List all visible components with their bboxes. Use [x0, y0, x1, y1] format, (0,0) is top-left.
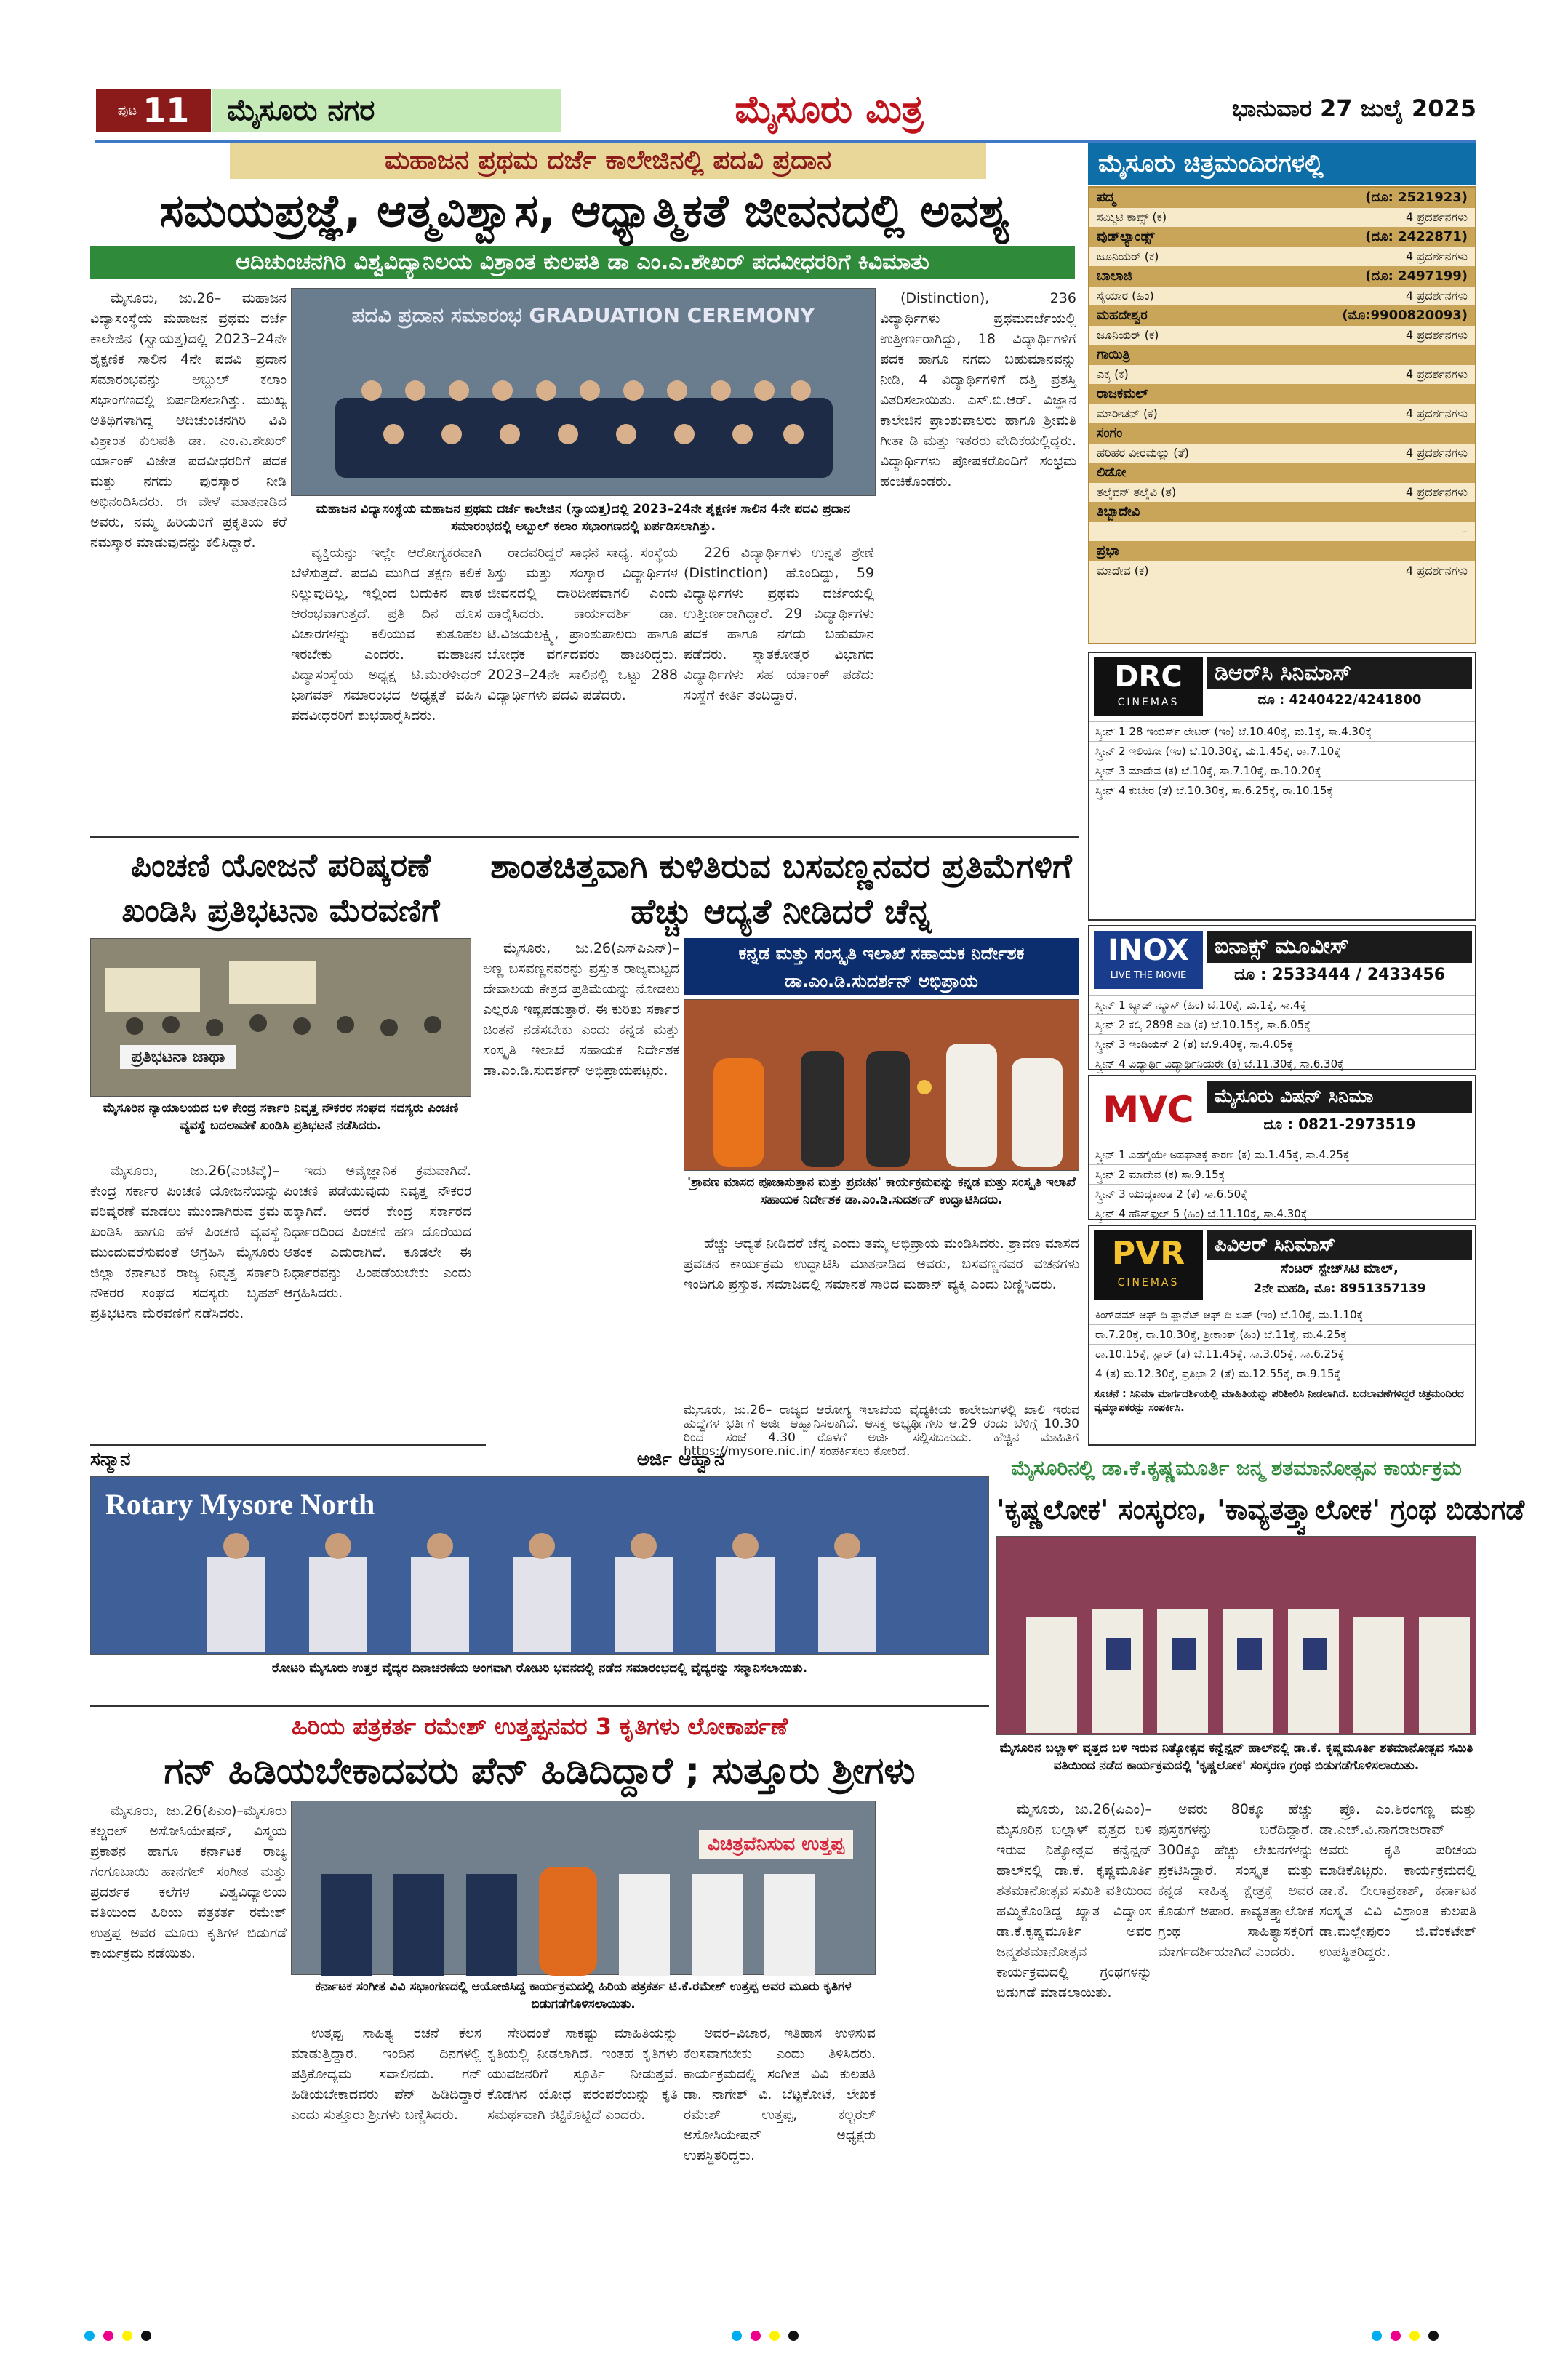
page-number: 11	[143, 91, 190, 130]
pvr-logo	[1094, 1230, 1203, 1300]
sutturu-caption: ಕರ್ನಾಟಕ ಸಂಗೀತ ವಿವಿ ಸಭಾಂಗಣದಲ್ಲಿ ಆಯೋಜಿಸಿದ್ದ ಕಾರ್ಯಕ್ರಮದಲ್ಲಿ ಹಿರಿಯ ಪತ್ರಕರ್ತ ಟಿ.ಕೆ.ರಮೇಶ್ ಉತ್ತಪ್ಪ ಅವರ ಮೂರು ಕೃತಿಗಳ ಬಿಡುಗಡೆಗೊಳಿಸಲಾಯಿತು.	[315, 1979, 852, 2011]
theatre-phone: (ದೂ: 2497199)	[1365, 268, 1468, 284]
theatre-name: ಮಹದೇಶ್ವರ	[1097, 308, 1148, 323]
inox-screen-row: ಸ್ಕ್ರೀನ್ 4 ವಿದ್ಯಾರ್ಥಿ ವಿದ್ಯಾರ್ಥಿನಿಯರೇ (ಕ) ಬೆ.11.30ಕ್ಕೆ, ಸಾ.6.30ಕ್ಕೆ	[1089, 1054, 1475, 1073]
graduates-group-icon	[292, 289, 876, 497]
theatre-name: ಸಂಗಂ	[1097, 425, 1123, 441]
inox-screen-row: ಸ್ಕ್ರೀನ್ 1 ಬ್ಯಾಡ್ ನ್ಯೂಸ್ (ಹಿಂ) ಬೆ.10ಕ್ಕೆ, ಮ.1ಕ್ಕೆ, ಸಾ.4ಕ್ಕೆ	[1089, 995, 1475, 1014]
pvr-cinema-box	[1088, 1225, 1476, 1446]
pvr-screen-row: ಕಿಂಗ್‌ಡಮ್ ಆಫ್ ದಿ ಪ್ಲಾನೆಟ್ ಆಫ್ ದಿ ಏಪ್ (ಇಂ) ಬೆ.10ಕ್ಕೆ, ಮ.1.10ಕ್ಕೆ	[1089, 1305, 1475, 1324]
drc-logo	[1094, 657, 1203, 716]
basava-sub: ಕನ್ನಡ ಮತ್ತು ಸಂಸ್ಕೃತಿ ಇಲಾಖೆ ಸಹಾಯಕ ನಿರ್ದೇಶಕ ಡಾ.ಎಂ.ಡಿ.ಸುದರ್ಶನ್ ಅಭಿಪ್ರಾಯ	[684, 938, 1079, 995]
notice-paragraph: ಮೈಸೂರು, ಜು.26– ರಾಜ್ಯದ ಆರೋಗ್ಯ ಇಲಾಖೆಯ ವೈದ್ಯಕೀಯ ಕಾಲೇಜುಗಳಲ್ಲಿ ಖಾಲಿ ಇರುವ ಹುದ್ದೆಗಳ ಭರ್ತಿಗೆ ಅರ್ಜಿ ಆಹ್ವಾನಿಸಲಾಗಿದೆ. ಆಸಕ್ತ ಅಭ್ಯರ್ಥಿಗಳು ಆ.29 ರಂದು ಬೆಳಿಗ್ಗೆ 10.30 ರಿಂದ ಸಂಜೆ 4.30 ರೊಳಗೆ ಅರ್ಜಿ ಸಲ್ಲಿಸಬಹುದು. ಹೆಚ್ಚಿನ ಮಾಹಿತಿಗೆ https://mysore.nic.in/ ಸಂಪರ್ಕಿಸಲು ಕೋರಿದೆ.	[684, 1403, 1079, 1459]
section-divider-1	[90, 836, 1079, 838]
dot-cyan	[84, 2331, 95, 2341]
inox-cinema-box	[1088, 925, 1476, 1070]
theatre-name: ಪ್ರಭಾ	[1097, 543, 1119, 559]
lead-strap: ಆದಿಚುಂಚನಗಿರಿ ವಿಶ್ವವಿದ್ಯಾನಿಲಯ ವಿಶ್ರಾಂತ ಕುಲಪತಿ ಡಾ ಎಂ.ಎ.ಶೇಖರ್ ಪದವೀಧರರಿಗೆ ಕಿವಿಮಾತು	[90, 246, 1075, 279]
graduation-caption: ಮಹಾಜನ ವಿದ್ಯಾಸಂಸ್ಥೆಯ ಮಹಾಜನ ಪ್ರಥಮ ದರ್ಜೆ ಕಾಲೇಜಿನ (ಸ್ವಾಯತ್ತ)ದಲ್ಲಿ 2023–24ನೇ ಶೈಕ್ಷಣಿಕ ಸಾಲಿನ 4ನೇ ಪದವಿ ಪ್ರದಾನ ಸಮಾರಂಭದಲ್ಲಿ ಅಬ್ಬುಲ್ ಕಲಾಂ ಸಭಾಂಗಣದಲ್ಲಿ ಏರ್ಪಡಿಸಲಾಗಿತ್ತು.	[316, 502, 851, 534]
film-shows: 4 ಪ್ರದರ್ಶನಗಳು	[1406, 289, 1468, 303]
pvr-rows	[1089, 1305, 1475, 1383]
section-title: ಮೈಸೂರು ನಗರ	[227, 94, 375, 127]
dot-magenta	[1391, 2331, 1401, 2341]
film-title: ಸಮ್ಮಿಟಿ ಕಾಪ್ಸ್ (ಕ)	[1097, 210, 1167, 224]
inox-screen-row: ಸ್ಕ್ರೀನ್ 2 ಕಲ್ಕಿ 2898 ಎಡಿ (ಕ) ಬೆ.10.15ಕ್ಕೆ, ಸಾ.6.05ಕ್ಕೆ	[1089, 1014, 1475, 1034]
dot-yellow	[769, 2331, 780, 2341]
pension-column-1	[90, 1161, 279, 1437]
lamp-lighting-icon	[684, 1000, 1080, 1172]
theatre-name: ಬಾಲಾಜಿ	[1097, 268, 1132, 284]
krishna-column-1	[996, 1799, 1152, 2324]
dot-black	[1428, 2331, 1439, 2341]
pvr-logo-sub: CINEMAS	[1117, 1277, 1180, 1289]
krishna-caption: ಮೈಸೂರಿನ ಬಲ್ಲಾಳ್ ವೃತ್ತದ ಬಳಿ ಇರುವ ನಿತ್ಯೋತ್ಸವ ಕನ್ವೆನ್ಷನ್ ಹಾಲ್‌ನಲ್ಲಿ ಡಾ.ಕೆ. ಕೃಷ್ಣಮೂರ್ತಿ ಶತಮಾನೋತ್ಸವ ಸಮಿತಿ ವತಿಯಿಂದ ನಡೆದ ಕಾರ್ಯಕ್ರಮದಲ್ಲಿ 'ಕೃಷ್ಣಲೋಕ' ಸಂಸ್ಕರಣ ಗ್ರಂಥ ಬಿಡುಗಡೆಗೊಳಿಸಲಾಯಿತು.	[999, 1741, 1473, 1773]
drc-screen-row: ಸ್ಕ್ರೀನ್ 2 ಇಲಿಯೋ (ಇಂ) ಬೆ.10.30ಕ್ಕೆ, ಮ.1.45ಕ್ಕೆ, ರಾ.7.10ಕ್ಕೆ	[1089, 741, 1475, 761]
mvc-screen-row: ಸ್ಕ್ರೀನ್ 3 ಯುದ್ಧಕಾಂಡ 2 (ಕ) ಸಾ.6.50ಕ್ಕೆ	[1089, 1184, 1475, 1204]
sutturu-column-1	[90, 1801, 287, 2324]
pension-col1-text: ಮೈಸೂರು, ಜು.26(ಎಂಟಿವೈ)– ಕೇಂದ್ರ ಸರ್ಕಾರ ಪಿಂಚಣಿ ಯೋಜನೆಯನ್ನು ಪರಿಷ್ಕರಣೆ ಮಾಡಲು ಮುಂದಾಗಿರುವ ಕ್ರಮ ಖಂಡಿಸಿ ಹಾಗೂ ಹಳೆ ಪಿಂಚಣಿ ವ್ಯವಸ್ಥೆ ಮುಂದುವರೆಸುವಂತೆ ಆಗ್ರಹಿಸಿ ಮೈಸೂರು ಜಿಲ್ಲಾ ಕರ್ನಾಟಕ ರಾಜ್ಯ ನಿವೃತ್ತ ಸರ್ಕಾರಿ ನೌಕರರ ಸಂಘದ ಸದಸ್ಯರು ಬೃಹತ್ ಪ್ರತಿಭಟನಾ ಮೆರವಣಿಗೆ ನಡೆಸಿದರು.	[90, 1163, 279, 1321]
dot-cyan	[732, 2331, 742, 2341]
lead-headline: ಸಮಯಪ್ರಜ್ಞೆ, ಆತ್ಮವಿಶ್ವಾಸ, ಆಧ್ಯಾತ್ಮಿಕತೆ ಜೀವನದಲ್ಲಿ ಅವಶ್ಯ	[159, 184, 1010, 237]
lead-column-4	[684, 543, 874, 830]
basava-headline: ಶಾಂತಚಿತ್ತವಾಗಿ ಕುಳಿತಿರುವ ಬಸವಣ್ಣನವರ ಪ್ರತಿಮೆಗಳಿಗೆ ಹೆಚ್ಚು ಆದ್ಯತೆ ನೀಡಿದರೆ ಚೆನ್ನ	[490, 846, 1072, 931]
drc-cinema-box	[1088, 652, 1476, 921]
film-shows: –	[1462, 524, 1468, 538]
drc-screen-row: ಸ್ಕ್ರೀನ್ 4 ಕುಬೇರ (ತೆ) ಬೆ.10.30ಕ್ಕೆ, ಸಾ.6.25ಕ್ಕೆ, ರಾ.10.15ಕ್ಕೆ	[1089, 780, 1475, 800]
film-row	[1089, 404, 1475, 423]
lead-col5-text: (Distinction), 236 ವಿದ್ಯಾರ್ಥಿಗಳು ಪ್ರಥಮದರ್ಜೆಯಲ್ಲಿ ಉತ್ತೀರ್ಣರಾಗಿದ್ದು, 18 ವಿದ್ಯಾರ್ಥಿಗಳಿಗೆ ಪದಕ ಹಾಗೂ ನಗದು ಬಹುಮಾನವನ್ನು ನೀಡಿ, 4 ವಿದ್ಯಾರ್ಥಿಗಳಿಗೆ ದತ್ತಿ ಪ್ರಶಸ್ತಿ ವಿತರಿಸಲಾಯಿತು. ಎಸ್.ಬಿ.ಆರ್. ವಿಜ್ಞಾನ ಕಾಲೇಜಿನ ಪ್ರಾಂಶುಪಾಲರು ಹಾಗೂ ಶ್ರೀಮತಿ ಗೀತಾ ಡಿ ಮತ್ತು ಇತರರು ವೇದಿಕೆಯಲ್ಲಿದ್ದರು. ವಿದ್ಯಾರ್ಥಿಗಳು ಪೋಷಕರೊಂದಿಗೆ ಸಂಭ್ರಮ ಹಂಚಿಕೊಂಡರು.	[880, 290, 1076, 489]
sutturu-column-4	[684, 2023, 876, 2324]
lead-kicker: ಮಹಾಜನ ಪ್ರಥಮ ದರ್ಜೆ ಕಾಲೇಜಿನಲ್ಲಿ ಪದವಿ ಪ್ರದಾನ	[230, 143, 986, 179]
section-divider-2	[90, 1444, 486, 1446]
pvr-phone: 2ನೇ ಮಹಡಿ, ಮೊ: 8951357139	[1253, 1281, 1426, 1296]
inox-screen-row: ಸ್ಕ್ರೀನ್ 3 ಇಂಡಿಯನ್ 2 (ತ) ಬೆ.9.40ಕ್ಕೆ, ಸಾ.4.05ಕ್ಕೆ	[1089, 1034, 1475, 1054]
film-shows: 4 ಪ್ರದರ್ಶನಗಳು	[1406, 367, 1468, 381]
film-row	[1089, 287, 1475, 305]
lead-column-3	[487, 543, 678, 830]
protesters-icon	[91, 939, 472, 1097]
drc-logo-sub: CINEMAS	[1117, 697, 1180, 708]
inox-logo-sub: LIVE THE MOVIE	[1110, 970, 1187, 981]
sutturu-col3-text: ಸೇರಿದಂತೆ ಸಾಕಷ್ಟು ಮಾಹಿತಿಯನ್ನು ಕೃತಿಯಲ್ಲಿ ನೀಡಲಾಗಿದೆ. ಇಂತಹ ಕೃತಿಗಳು ಯುವಜನರಿಗೆ ಸ್ಫೂರ್ತಿ ನೀಡುತ್ತವೆ. ಕೊಡಗಿನ ಯೋಧ ಪರಂಪರೆಯನ್ನು ಕೃತಿ ಸಮರ್ಥವಾಗಿ ಕಟ್ಟಿಕೊಟ್ಟಿದೆ ಎಂದರು.	[487, 2025, 678, 2123]
graduation-banner: ಪದವಿ ಪ್ರದಾನ ಸಮಾರಂಭ GRADUATION CEREMONY	[351, 303, 815, 327]
pvr-screen-row: 4 (ತ) ಮ.12.30ಕ್ಕೆ, ಪ್ರತಿಭಾ 2 (ತೆ) ಮ.12.55ಕ್ಕೆ, ರಾ.9.15ಕ್ಕೆ	[1089, 1364, 1475, 1383]
krishna-photo	[996, 1536, 1476, 1735]
pvr-sub: ಸೆಂಟರ್ ಸ್ಟೇಜ್‌ಸಿಟಿ ಮಾಲ್,	[1281, 1261, 1399, 1276]
film-row	[1089, 247, 1475, 266]
krishna-col1-text: ಮೈಸೂರು, ಜು.26(ಪಿಎಂ)–ಮೈಸೂರಿನ ಬಲ್ಲಾಳ್ ವೃತ್ತದ ಬಳಿ ಇರುವ ನಿತ್ಯೋತ್ಸವ ಕನ್ವೆನ್ಷನ್ ಹಾಲ್‌ನಲ್ಲಿ ಡಾ.ಕೆ. ಕೃಷ್ಣಮೂರ್ತಿ ಶತಮಾನೋತ್ಸವ ಸಮಿತಿ ವತಿಯಿಂದ ಹಮ್ಮಿಕೊಂಡಿದ್ದ ಖ್ಯಾತ ವಿದ್ವಾಂಸ ಡಾ.ಕೆ.ಕೃಷ್ಣಮೂರ್ತಿ ಅವರ ಜನ್ಮಶತಮಾನೋತ್ಸವ ಕಾರ್ಯಕ್ರಮದಲ್ಲಿ ಗ್ರಂಥಗಳನ್ನು ಬಿಡುಗಡೆ ಮಾಡಲಾಯಿತು.	[996, 1801, 1152, 2001]
felicitation-people-icon	[91, 1477, 990, 1656]
sutturu-col1-text: ಮೈಸೂರು, ಜು.26(ಪಿಎಂ)–ಮೈಸೂರು ಕಲ್ಚರಲ್ ಅಸೋಸಿಯೇಷನ್, ವಿಸ್ಮಯ ಪ್ರಕಾಶನ ಹಾಗೂ ಕರ್ನಾಟಕ ರಾಜ್ಯ ಗಂಗೂಬಾಯಿ ಹಾನಗಲ್ ಸಂಗೀತ ಮತ್ತು ಪ್ರದರ್ಶಕ ಕಲೆಗಳ ವಿಶ್ವವಿದ್ಯಾಲಯ ವತಿಯಿಂದ ಹಿರಿಯ ಪತ್ರಕರ್ತ ರಮೇಶ್ ಉತ್ತಪ್ಪ ಅವರ ಮೂರು ಕೃತಿಗಳ ಬಿಡುಗಡೆ ಕಾರ್ಯಕ್ರಮ ನಡೆಯಿತು.	[90, 1803, 287, 1961]
book-release-icon	[997, 1537, 1477, 1736]
theatre-name: ವುಡ್‌ಲ್ಯಾಂಡ್ಸ್	[1097, 229, 1155, 244]
lead-col3-text: ರಾದವರಿದ್ದರೆ ಸಾಧನೆ ಸಾಧ್ಯ. ಸಂಸ್ಥೆಯ ಶಿಸ್ತು ಮತ್ತು ಸಂಸ್ಕಾರ ವಿದ್ಯಾರ್ಥಿಗಳ ಜೀವನದಲ್ಲಿ ದಾರಿದೀಪವಾಗಲಿ ಎಂದು ಹಾರೈಸಿದರು. ಕಾರ್ಯದರ್ಶಿ ಡಾ. ಟಿ.ವಿಜಯಲಕ್ಷ್ಮಿ, ಪ್ರಾಂಶುಪಾಲರು ಹಾಗೂ ಬೋಧಕ ವರ್ಗದವರು ಹಾಜರಿದ್ದರು. 2023–24ನೇ ಸಾಲಿನಲ್ಲಿ ಒಟ್ಟು 288 ವಿದ್ಯಾರ್ಥಿಗಳು ಪದವಿ ಪಡೆದರು.	[487, 545, 678, 703]
lead-col2-text: ವ್ಯಕ್ತಿಯನ್ನು ಇಲ್ಲೇ ಆರೋಗ್ಯಕರವಾಗಿ ಬೆಳೆಸುತ್ತದೆ. ಪದವಿ ಮುಗಿದ ತಕ್ಷಣ ಕಲಿಕೆ ನಿಲ್ಲುವುದಿಲ್ಲ, ಇಲ್ಲಿಂದ ಬದುಕಿನ ಪಾಠ ಆರಂಭವಾಗುತ್ತದೆ. ಪ್ರತಿ ದಿನ ಹೊಸ ವಿಚಾರಗಳನ್ನು ಕಲಿಯುವ ಕುತೂಹಲ ಇರಬೇಕು ಎಂದರು. ಮಹಾಜನ ವಿದ್ಯಾಸಂಸ್ಥೆಯ ಅಧ್ಯಕ್ಷ ಟಿ.ಮುರಳೀಧರ್ ಭಾಗವತ್ ಸಮಾರಂಭದ ಅಧ್ಯಕ್ಷತೆ ವಹಿಸಿ ಪದವೀಧರರಿಗೆ ಶುಭಹಾರೈಸಿದರು.	[291, 545, 481, 724]
theatre-name-row	[1089, 227, 1475, 247]
pension-banner: ಪ್ರತಿಭಟನಾ ಜಾಥಾ	[120, 1045, 236, 1069]
inox-rows	[1089, 995, 1475, 1073]
mvc-logo: MVC	[1103, 1089, 1194, 1131]
theatre-name-row	[1089, 463, 1475, 483]
film-title: ಮಾರೀಚನ್ (ಕ)	[1097, 407, 1158, 420]
theatre-phone: (ಮೊ:9900820093)	[1342, 308, 1468, 323]
film-shows: 4 ಪ್ರದರ್ಶನಗಳು	[1406, 446, 1468, 460]
basava-photo	[684, 999, 1079, 1171]
pvr-screen-row: ರಾ.7.20ಕ್ಕೆ, ರಾ.10.30ಕ್ಕೆ, ಶ್ರೀಕಾಂತ್ (ಹಿಂ) ಬೆ.11ಕ್ಕೆ, ಮ.4.25ಕ್ಕೆ	[1089, 1324, 1475, 1344]
section-divider-3	[90, 1705, 989, 1707]
basava-caption: 'ಶ್ರಾವಣ ಮಾಸದ ಪೂಜಾಸುತ್ತಾನ ಮತ್ತು ಪ್ರವಚನ' ಕಾರ್ಯಕ್ರಮವನ್ನು ಕನ್ನಡ ಮತ್ತು ಸಂಸ್ಕೃತಿ ಇಲಾಖೆ ಸಹಾಯಕ ನಿರ್ದೇಶಕ ಡಾ.ಎಂ.ಡಿ.ಸುದರ್ಶನ್ ಉದ್ಘಾಟಿಸಿದರು.	[687, 1175, 1076, 1207]
book-launch-icon	[292, 1801, 876, 1976]
mvc-phone: ದೂ : 0821-2973519	[1263, 1116, 1416, 1133]
pvr-logo-text: PVR	[1111, 1235, 1185, 1272]
pvr-note: ಸೂಚನೆ : ಸಿನಿಮಾ ಮಾರ್ಗದರ್ಶಿಯಲ್ಲಿ ಮಾಹಿತಿಯನ್ನು ಪರಿಶೀಲಿಸಿ ನೀಡಲಾಗಿದೆ. ಬದಲಾವಣೆಗಳಿದ್ದರೆ ಚಿತ್ರಮಂದಿರದ ವ್ಯವಸ್ಥಾಪಕರನ್ನು ಸಂಪರ್ಕಿಸಿ.	[1094, 1388, 1464, 1414]
film-row	[1089, 208, 1475, 227]
pvr-screen-row: ರಾ.10.15ಕ್ಕೆ, ಸ್ಟಾರ್ (ತ) ಬೆ.11.45ಕ್ಕೆ, ಸಾ.3.05ಕ್ಕೆ, ಸಾ.6.25ಕ್ಕೆ	[1089, 1344, 1475, 1364]
theatre-listings	[1088, 186, 1476, 644]
paper-logo: ಮೈಸೂರು ಮಿತ್ರ	[735, 87, 924, 132]
theatre-name: ರಾಜಕಮಲ್	[1097, 386, 1148, 401]
krishna-headline: 'ಕೃಷ್ಣಲೋಕ' ಸಂಸ್ಕರಣ, 'ಕಾವ್ಯತತ್ತ್ವಾಲೋಕ' ಗ್ರಂಥ ಬಿಡುಗಡೆ	[996, 1494, 1525, 1526]
sutturu-kicker: ಹಿರಿಯ ಪತ್ರಕರ್ತ ರಮೇಶ್ ಉತ್ತಪ್ಪನವರ 3 ಕೃತಿಗಳು ಲೋಕಾರ್ಪಣೆ	[291, 1713, 788, 1740]
registration-marks-right	[1367, 2330, 1513, 2345]
dot-black	[788, 2331, 799, 2341]
sutturu-photo	[291, 1801, 876, 1975]
film-title: ತಲೈವನ್ ತಲೈವಿ (ತ)	[1097, 485, 1177, 499]
sutturu-col2-text: ಉತ್ತಪ್ಪ ಸಾಹಿತ್ಯ ರಚನೆ ಕೆಲಸ ಮಾಡುತ್ತಿದ್ದಾರೆ. ಇಂದಿನ ದಿನಗಳಲ್ಲಿ ಪತ್ರಿಕೋದ್ಯಮ ಸವಾಲಿನದು. ಗನ್ ಹಿಡಿಯಬೇಕಾದವರು ಪೆನ್ ಹಿಡಿದಿದ್ದಾರೆ ಎಂದು ಸುತ್ತೂರು ಶ್ರೀಗಳು ಬಣ್ಣಿಸಿದರು.	[291, 2025, 481, 2123]
mvc-screen-row: ಸ್ಕ್ರೀನ್ 4 ಹೌಸ್‌ಫುಲ್ 5 (ಹಿಂ) ಬೆ.11.10ಕ್ಕೆ, ಸಾ.4.30ಕ್ಕೆ	[1089, 1204, 1475, 1223]
drc-logo-text: DRC	[1114, 660, 1183, 694]
sutturu-headline: ಗನ್ ಹಿಡಿಯಬೇಕಾದವರು ಪೆನ್ ಹಿಡಿದಿದ್ದಾರೆ ; ಸುತ್ತೂರು ಶ್ರೀಗಳು	[164, 1750, 916, 1792]
theatre-name-row	[1089, 384, 1475, 404]
dot-cyan	[1372, 2331, 1382, 2341]
lead-column-5	[880, 288, 1076, 830]
page-label: ಪುಟ	[117, 103, 137, 119]
inox-name: ಐನಾಕ್ಸ್ ಮೂವೀಸ್	[1207, 931, 1472, 963]
theatre-phone: (ದೂ: 2521923)	[1365, 190, 1468, 205]
inox-logo-text: INOX	[1108, 934, 1189, 967]
mvc-name: ಮೈಸೂರು ವಿಷನ್ ಸಿನಿಮಾ	[1207, 1081, 1472, 1113]
film-title: ಜೂನಿಯರ್ (ಕ)	[1097, 249, 1159, 263]
drc-phone: ದೂ : 4240422/4241800	[1257, 692, 1422, 708]
registration-marks-center	[727, 2330, 873, 2345]
film-shows: 4 ಪ್ರದರ್ಶನಗಳು	[1406, 210, 1468, 224]
film-row	[1089, 561, 1475, 580]
basava-col2-text: ಹೆಚ್ಚು ಆದ್ಯತೆ ನೀಡಿದರೆ ಚೆನ್ನ ಎಂದು ತಮ್ಮ ಅಭಿಪ್ರಾಯ ಮಂಡಿಸಿದರು. ಶ್ರಾವಣ ಮಾಸದ ಪ್ರವಚನ ಕಾರ್ಯಕ್ರಮ ಉದ್ಘಾಟಿಸಿ ಮಾತನಾಡಿದ ಅವರು, ಬಸವಣ್ಣನವರ ವಚನಗಳು ಇಂದಿಗೂ ಪ್ರಸ್ತುತ. ಸಮಾಜದಲ್ಲಿ ಸಮಾನತೆ ಸಾರಿದ ಮಹಾನ್ ವ್ಯಕ್ತಿ ಎಂದು ಬಣ್ಣಿಸಿದರು.	[684, 1236, 1079, 1292]
theatre-name-row	[1089, 345, 1475, 365]
film-title: ಮಾದೇವ (ಕ)	[1097, 564, 1149, 577]
dot-black	[141, 2331, 151, 2341]
pension-column-2	[284, 1161, 471, 1437]
film-shows: 4 ಪ್ರದರ್ಶನಗಳು	[1406, 564, 1468, 577]
dot-magenta	[751, 2331, 761, 2341]
inox-logo	[1094, 931, 1203, 989]
film-shows: 4 ಪ್ರದರ್ಶನಗಳು	[1406, 328, 1468, 342]
sutturu-column-3	[487, 2023, 678, 2324]
mvc-screen-row: ಸ್ಕ್ರೀನ್ 1 ಎಡಗೈಯೇ ಅಪಘಾತಕ್ಕೆ ಕಾರಣ (ಕ) ಮ.1.45ಕ್ಕೆ, ಸಾ.4.25ಕ್ಕೆ	[1089, 1145, 1475, 1164]
issue-date: ಭಾನುವಾರ 27 ಜುಲೈ 2025	[1232, 95, 1476, 122]
film-shows: 4 ಪ್ರದರ್ಶನಗಳು	[1406, 249, 1468, 263]
film-shows: 4 ಪ್ರದರ್ಶನಗಳು	[1406, 407, 1468, 420]
lead-col1-text: ಮೈಸೂರು, ಜು.26– ಮಹಾಜನ ವಿದ್ಯಾಸಂಸ್ಥೆಯ ಮಹಾಜನ ಪ್ರಥಮ ದರ್ಜೆ ಕಾಲೇಜಿನ (ಸ್ವಾಯತ್ತ)ದಲ್ಲಿ 2023–24ನೇ ಶೈಕ್ಷಣಿಕ ಸಾಲಿನ 4ನೇ ಪದವಿ ಪ್ರದಾನ ಸಮಾರಂಭವನ್ನು ಅಬ್ದುಲ್ ಕಲಾಂ ಸಭಾಂಗಣದಲ್ಲಿ ಏರ್ಪಡಿಸಲಾಗಿತ್ತು. ಮುಖ್ಯ ಅತಿಥಿಗಳಾಗಿದ್ದ ಆದಿಚುಂಚನಗಿರಿ ವಿವಿ ವಿಶ್ರಾಂತ ಕುಲಪತಿ ಡಾ. ಎಂ.ಎ.ಶೇಖರ್ ರ್ಯಾಂಕ್ ವಿಜೇತ ಪದವೀಧರರಿಗೆ ಪದಕ ಮತ್ತು ನಗದು ಪುರಸ್ಕಾರ ನೀಡಿ ಅಭಿನಂದಿಸಿದರು. ಈ ವೇಳೆ ಮಾತನಾಡಿದ ಅವರು, ನಮ್ಮ ಹಿರಿಯರಿಗೆ ಪ್ರಕೃತಿಯ ಕರೆ ನಮಸ್ಕಾರ ಮಾಡುವುದನ್ನು ಕಲಿಸಿದ್ದಾರೆ.	[90, 290, 287, 551]
theatre-name-row	[1089, 266, 1475, 287]
film-row	[1089, 326, 1475, 345]
theatre-phone: (ದೂ: 2422871)	[1365, 229, 1468, 244]
theatre-name: ತಿಬ್ಬಾದೇವಿ	[1097, 504, 1140, 519]
page-number-box	[96, 89, 211, 132]
felicitation-label: ಸನ್ಮಾನ	[90, 1449, 131, 1470]
notice-label: ಅರ್ಜಿ ಆಹ್ವಾನ	[636, 1449, 725, 1470]
drc-screen-row: ಸ್ಕ್ರೀನ್ 1 28 ಇಯರ್ಸ್ ಲೇಟರ್ (ಇಂ) ಬೆ.10.40ಕ್ಕೆ, ಮ.1ಕ್ಕೆ, ಸಾ.4.30ಕ್ಕೆ	[1089, 721, 1475, 741]
drc-rows	[1089, 721, 1475, 800]
sutturu-column-2	[291, 2023, 481, 2324]
film-shows: 4 ಪ್ರದರ್ಶನಗಳು	[1406, 485, 1468, 499]
dot-yellow	[122, 2331, 132, 2341]
film-title: ಸೈಯಾರ (ಹಿಂ)	[1097, 289, 1154, 303]
drc-screen-row: ಸ್ಕ್ರೀನ್ 3 ಮಾದೇವ (ಕ) ಬೆ.10ಕ್ಕೆ, ಸಾ.7.10ಕ್ಕೆ, ರಾ.10.20ಕ್ಕೆ	[1089, 761, 1475, 780]
graduation-photo	[291, 288, 876, 496]
basava-column-1	[483, 938, 679, 1440]
felicitation-photo	[90, 1476, 989, 1655]
krishna-kicker: ಮೈಸೂರಿನಲ್ಲಿ ಡಾ.ಕೆ.ಕೃಷ್ಣಮೂರ್ತಿ ಜನ್ಮ ಶತಮಾನೋತ್ಸವ ಕಾರ್ಯಕ್ರಮ	[1011, 1456, 1462, 1480]
lead-column-2	[291, 543, 481, 830]
theatre-name: ಗಾಯಿತ್ರಿ	[1097, 347, 1130, 362]
pension-photo	[90, 938, 471, 1097]
film-row	[1089, 365, 1475, 384]
pension-caption: ಮೈಸೂರಿನ ನ್ಯಾಯಾಲಯದ ಬಳಿ ಕೇಂದ್ರ ಸರ್ಕಾರಿ ನಿವೃತ್ತ ನೌಕರರ ಸಂಘದ ಸದಸ್ಯರು ಪಿಂಚಣಿ ವ್ಯವಸ್ಥೆ ಬದಲಾವಣೆ ಖಂಡಿಸಿ ಪ್ರತಿಭಟನೆ ನಡೆಸಿದರು.	[103, 1101, 459, 1133]
inox-phone: ದೂ : 2533444 / 2433456	[1233, 966, 1446, 984]
film-row	[1089, 522, 1475, 541]
krishna-col3-text: ಪ್ರೊ. ಎಂ.ಶಿರಂಗಣ್ಣ ಮತ್ತು ಡಾ.ಎಚ್.ವಿ.ನಾಗರಾಜರಾವ್ ಅವರು ಕೃತಿ ಪರಿಚಯ ಮಾಡಿಕೊಟ್ಟರು. ಕಾರ್ಯಕ್ರಮದಲ್ಲಿ ಡಾ.ಕೆ. ಲೀಲಾಪ್ರಕಾಶ್, ಕರ್ನಾಟಕ ಸಂಸ್ಕೃತ ವಿವಿ ವಿಶ್ರಾಂತ ಕುಲಪತಿ ಡಾ.ಮಲ್ಲೇಪುರಂ ಜಿ.ವೆಂಕಟೇಶ್ ಉಪಸ್ಥಿತರಿದ್ದರು.	[1319, 1801, 1476, 1960]
film-row	[1089, 483, 1475, 502]
theatre-name-row	[1089, 423, 1475, 444]
sutturu-banner: ವಿಚಿತ್ರವೆನಿಸುವ ಉತ್ತಪ್ಪ	[699, 1830, 853, 1859]
registration-marks-left	[80, 2330, 225, 2345]
pension-headline: ಪಿಂಚಣಿ ಯೋಜನೆ ಪರಿಷ್ಕರಣೆ ಖಂಡಿಸಿ ಪ್ರತಿಭಟನಾ ಮೆರವಣಿಗೆ	[121, 847, 440, 929]
theatre-name: ಪದ್ಮ	[1097, 190, 1116, 205]
theatre-name-row	[1089, 541, 1475, 561]
listings-title: ಮೈಸೂರು ಚಿತ್ರಮಂದಿರಗಳಲ್ಲಿ	[1088, 143, 1476, 185]
krishna-column-3	[1319, 1799, 1476, 2324]
mvc-screen-row: ಸ್ಕ್ರೀನ್ 2 ಮಾದೇವ (ಕ) ಸಾ.9.15ಕ್ಕೆ	[1089, 1164, 1475, 1184]
theatre-name-row	[1089, 502, 1475, 522]
krishna-col2-text: ಅವರು 80ಕ್ಕೂ ಹೆಚ್ಚು ಪುಸ್ತಕಗಳನ್ನು ಬರೆದಿದ್ದಾರೆ. 300ಕ್ಕೂ ಹೆಚ್ಚು ಲೇಖನಗಳನ್ನು ಪ್ರಕಟಿಸಿದ್ದಾರೆ. ಸಂಸ್ಕೃತ ಮತ್ತು ಕನ್ನಡ ಸಾಹಿತ್ಯ ಕ್ಷೇತ್ರಕ್ಕೆ ಅವರ ಕೊಡುಗೆ ಅಪಾರ. ಕಾವ್ಯತತ್ತ್ವಾಲೋಕ ಗ್ರಂಥ ಸಾಹಿತ್ಯಾಸಕ್ತರಿಗೆ ಮಾರ್ಗದರ್ಶಿಯಾಗಿದೆ ಎಂದರು.	[1158, 1801, 1313, 1960]
krishna-column-2	[1158, 1799, 1313, 2324]
dot-magenta	[103, 2331, 113, 2341]
film-title: ಎಕ್ಕ (ಕ)	[1097, 367, 1129, 381]
section-tab	[212, 89, 561, 132]
mvc-rows	[1089, 1145, 1475, 1223]
theatre-name: ಲಿಡೋ	[1097, 465, 1127, 480]
masthead	[87, 81, 1484, 140]
dot-yellow	[1409, 2331, 1420, 2341]
basava-col1-text: ಮೈಸೂರು, ಜು.26(ಎಸ್‌ಪಿಎನ್)– ಅಣ್ಣ ಬಸವಣ್ಣನವರನ್ನು ಪ್ರಸ್ತುತ ರಾಜ್ಯಮಟ್ಟದ ದೇವಾಲಯ ಕೇತ್ರದ ಪ್ರತಿಮೆಯನ್ನು ನೋಡಲು ಎಲ್ಲರೂ ಇಷ್ಟಪಡುತ್ತಾರೆ. ಈ ಕುರಿತು ಸರ್ಕಾರ ಚಿಂತನೆ ನಡೆಸಬೇಕು ಎಂದು ಕನ್ನಡ ಮತ್ತು ಸಂಸ್ಕೃತಿ ಇಲಾಖೆ ಸಹಾಯಕ ನಿರ್ದೇಶಕ ಡಾ.ಎಂ.ಡಿ.ಸುದರ್ಶನ್ ಅಭಿಪ್ರಾಯಪಟ್ಟರು.	[483, 940, 679, 1078]
pension-col2-text: ಇದು ಅವೈಜ್ಞಾನಿಕ ಕ್ರಮವಾಗಿದೆ. ಪಿಂಚಣಿ ಪಡೆಯುವುದು ನಿವೃತ್ತ ನೌಕರರ ಹಕ್ಕಾಗಿದೆ. ಆದರೆ ಕೇಂದ್ರ ಸರ್ಕಾರದ ನಿರ್ಧಾರದಿಂದ ಪಿಂಚಣಿ ಹಣ ದೊರೆಯದ ಆತಂಕ ಎದುರಾಗಿದೆ. ಕೂಡಲೇ ಈ ನಿರ್ಧಾರವನ್ನು ಹಿಂಪಡೆಯಬೇಕು ಎಂದು ಆಗ್ರಹಿಸಿದರು.	[284, 1163, 471, 1301]
sutturu-col4-text: ಅವರ–ವಿಚಾರ, ಇತಿಹಾಸ ಉಳಿಸುವ ಕೆಲಸವಾಗಬೇಕು ಎಂದು ತಿಳಿಸಿದರು. ಕಾರ್ಯಕ್ರಮದಲ್ಲಿ ಸಂಗೀತ ವಿವಿ ಕುಲಪತಿ ಡಾ. ನಾಗೇಶ್ ವಿ. ಬೆಟ್ಟಕೋಟೆ, ಲೇಖಕ ರಮೇಶ್ ಉತ್ತಪ್ಪ, ಕಲ್ಚರಲ್ ಅಸೋಸಿಯೇಷನ್ ಅಧ್ಯಕ್ಷರು ಉಪಸ್ಥಿತರಿದ್ದರು.	[684, 2025, 876, 2163]
theatre-name-row	[1089, 305, 1475, 326]
drc-name: ಡಿಆರ್‌ಸಿ ಸಿನಿಮಾಸ್	[1207, 657, 1472, 689]
film-title: ಹರಿಹರ ವೀರಮಲ್ಲು (ತೆ)	[1097, 446, 1189, 460]
film-row	[1089, 444, 1475, 463]
lead-col4-text: 226 ವಿದ್ಯಾರ್ಥಿಗಳು ಉನ್ನತ ಶ್ರೇಣಿ (Distinction) ಹೊಂದಿದ್ದು, 59 ವಿದ್ಯಾರ್ಥಿಗಳು ಪ್ರಥಮ ದರ್ಜೆಯಲ್ಲಿ ಉತ್ತೀರ್ಣರಾಗಿದ್ದಾರೆ. 29 ವಿದ್ಯಾರ್ಥಿಗಳು ಪದಕ ಹಾಗೂ ನಗದು ಬಹುಮಾನ ಪಡೆದರು. ಸ್ನಾತಕೋತ್ತರ ವಿಭಾಗದ ವಿದ್ಯಾರ್ಥಿಗಳು ಸಹ ರ್ಯಾಂಕ್ ಪಡೆದು ಸಂಸ್ಥೆಗೆ ಕೀರ್ತಿ ತಂದಿದ್ದಾರೆ.	[684, 545, 874, 703]
film-title: ಜೂನಿಯರ್ (ಕ)	[1097, 328, 1159, 342]
pvr-name: ಪಿವಿಆರ್ ಸಿನಿಮಾಸ್	[1207, 1230, 1472, 1260]
theatre-name-row	[1089, 188, 1475, 208]
felicitation-caption: ರೋಟರಿ ಮೈಸೂರು ಉತ್ತರ ವೈದ್ಯರ ದಿನಾಚರಣೆಯ ಅಂಗವಾಗಿ ರೋಟರಿ ಭವನದಲ್ಲಿ ನಡೆದ ಸಮಾರಂಭದಲ್ಲಿ ವೈದ್ಯರನ್ನು ಸನ್ಮಾನಿಸಲಾಯಿತು.	[271, 1661, 808, 1676]
mvc-cinema-box	[1088, 1075, 1476, 1220]
felicitation-banner: Rotary Mysore North	[105, 1488, 375, 1521]
